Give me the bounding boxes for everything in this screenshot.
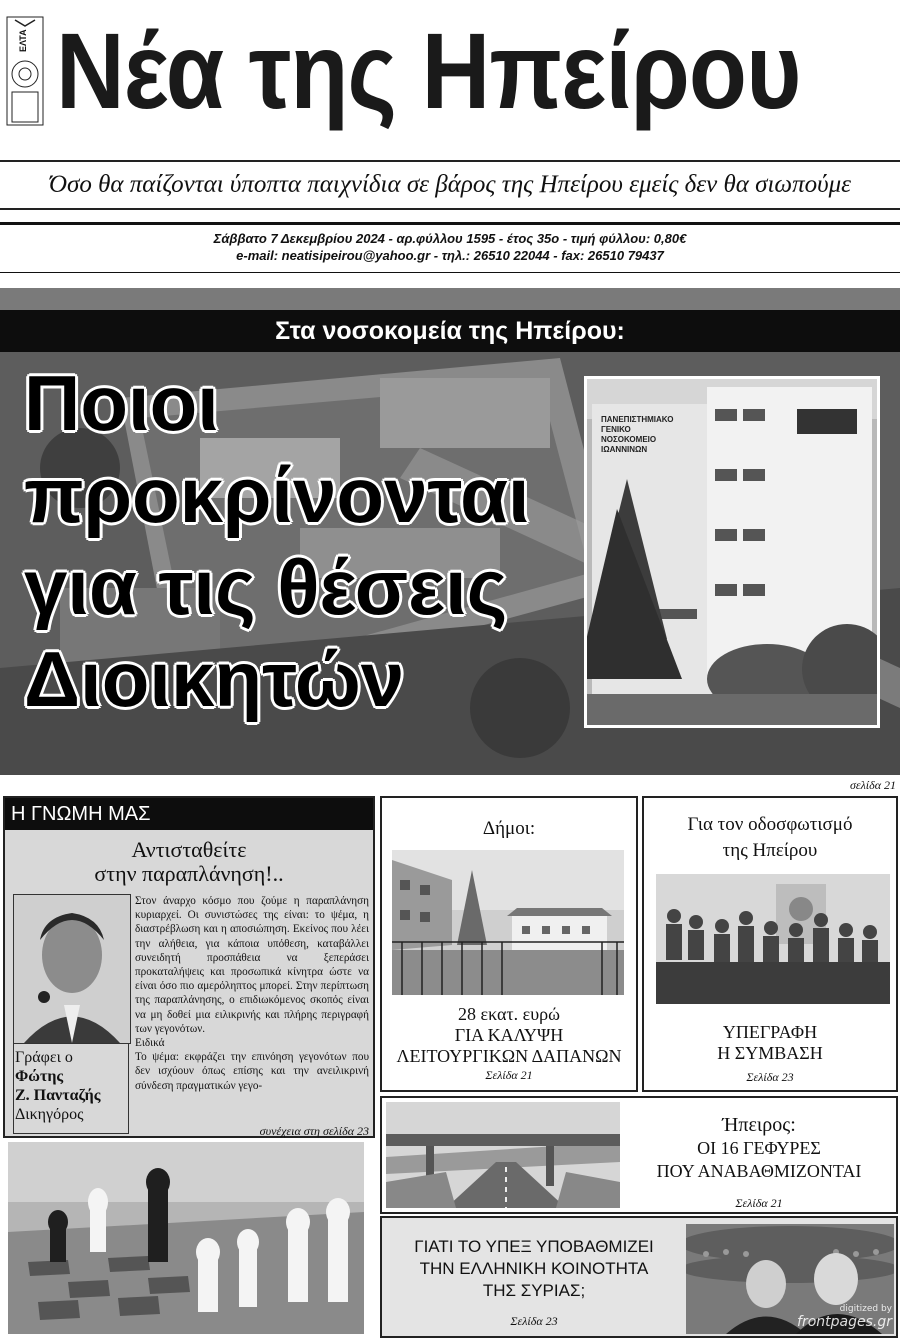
author-last-name: Ζ. Πανταζής bbox=[15, 1087, 101, 1104]
elta-stamp bbox=[6, 16, 44, 126]
story-headline bbox=[622, 1114, 896, 1183]
lead-story[interactable] bbox=[0, 288, 900, 775]
lead-headline-line: προκρίνονται bbox=[24, 451, 530, 539]
newspaper-title: Νέα της Ηπείρου bbox=[56, 10, 801, 131]
headline-line: ΓΙΑΤΙ ΤΟ ΥΠΕΞ ΥΠΟΒΑΘΜΙΖΕΙ bbox=[414, 1237, 654, 1256]
headline-line: ΠΟΥ ΑΝΑΒΑΘΜΙΖΟΝΤΑΙ bbox=[656, 1161, 862, 1181]
story-kicker bbox=[644, 812, 896, 864]
opinion-body bbox=[135, 894, 369, 1093]
story-headline bbox=[386, 1236, 682, 1302]
watermark-line: frontpages.gr bbox=[797, 1314, 892, 1330]
watermark bbox=[768, 1304, 892, 1330]
headline-line: ΤΗΣ ΣΥΡΙΑΣ; bbox=[482, 1281, 586, 1300]
story-headline bbox=[644, 1022, 896, 1064]
story-kicker: Δήμοι: bbox=[482, 818, 536, 839]
author-prefix: Γράφει ο bbox=[15, 1049, 73, 1066]
story-page-ref[interactable]: Σελίδα 21 bbox=[485, 1068, 533, 1082]
divider bbox=[0, 222, 900, 225]
story-page-ref[interactable]: Σελίδα 23 bbox=[510, 1314, 558, 1328]
lead-headline-line: για τις θέσεις bbox=[24, 543, 508, 631]
school-building-photo bbox=[392, 850, 624, 995]
author-caption bbox=[15, 1048, 129, 1124]
elta-label: ΕΛΤΑ bbox=[18, 29, 28, 52]
opinion-paragraph: Ειδικά bbox=[135, 1037, 165, 1050]
opinion-header: Η ΓΝΩΜΗ ΜΑΣ bbox=[5, 798, 373, 830]
lead-page-ref[interactable]: σελίδα 21 bbox=[849, 778, 896, 792]
issue-info: Σάββατο 7 Δεκεμβρίου 2024 - αρ.φύλλου 1595 - έτος 35ο - τιμή φύλλου: 0,80€ bbox=[213, 231, 687, 246]
lead-headline-line: Ποιοι bbox=[24, 359, 219, 447]
bridges-story[interactable] bbox=[380, 1096, 898, 1214]
chess-photo bbox=[8, 1142, 364, 1334]
headline-line: ΟΙ 16 ΓΕΦΥΡΕΣ bbox=[697, 1138, 821, 1158]
headline-line: Η ΣΥΜΒΑΣΗ bbox=[717, 1043, 823, 1063]
headline-line: ΛΕΙΤΟΥΡΓΙΚΩΝ ΔΑΠΑΝΩΝ bbox=[396, 1046, 622, 1066]
author-first-name: Φώτης bbox=[15, 1068, 64, 1085]
opinion-paragraph: Το ψέμα: εκφράζει την επινόηση γεγονότων που δεν ισχύουν όπως επίσης και την ανειλικρινή σύνδεση πραγματικών γεγο- bbox=[135, 1051, 369, 1092]
slogan: Όσο θα παίζονται ύποπτα παιχνίδια σε βάρος της Ηπείρου εμείς δεν θα σιωπούμε bbox=[0, 160, 900, 210]
parliament-photo bbox=[686, 1224, 894, 1334]
municipalities-story[interactable] bbox=[380, 796, 638, 1092]
bridge-photo bbox=[386, 1102, 620, 1208]
syria-story[interactable] bbox=[380, 1216, 898, 1338]
story-page-ref[interactable]: Σελίδα 23 bbox=[746, 1070, 794, 1084]
hospital-sign bbox=[601, 415, 673, 455]
headline-kicker: Ήπειρος: bbox=[722, 1114, 796, 1136]
dateline bbox=[0, 230, 900, 264]
headline-line: ΥΠΕΓΡΑΦΗ bbox=[722, 1022, 818, 1042]
sign-line: ΠΑΝΕΠΙΣΤΗΜΙΑΚΟ bbox=[601, 415, 674, 424]
sign-line: ΓΕΝΙΚΟ bbox=[601, 425, 631, 434]
author-role: Δικηγόρος bbox=[15, 1106, 84, 1123]
lead-headline-line: Διοικητών bbox=[24, 635, 405, 723]
opinion-title-line: Αντισταθείτε bbox=[131, 837, 247, 862]
kicker-line: της Ηπείρου bbox=[722, 840, 818, 861]
signing-ceremony-photo bbox=[656, 874, 890, 1004]
opinion-title bbox=[5, 838, 373, 886]
hospital-building-photo bbox=[584, 376, 880, 728]
sign-line: ΙΩΑΝΝΙΝΩΝ bbox=[601, 445, 648, 454]
kicker-line: Για τον οδοσφωτισμό bbox=[687, 814, 853, 835]
watermark-line: digitized by bbox=[839, 1304, 892, 1314]
contact-info: e-mail: neatisipeirou@yahoo.gr - τηλ.: 26510 22044 - fax: 26510 79437 bbox=[236, 248, 664, 263]
story-page-ref[interactable]: Σελίδα 21 bbox=[735, 1196, 783, 1210]
divider bbox=[0, 272, 900, 273]
headline-line: ΤΗΝ ΕΛΛΗΝΙΚΗ ΚΟΙΝΟΤΗΤΑ bbox=[419, 1259, 649, 1278]
opinion-continued[interactable]: συνέχεια στη σελίδα 23 bbox=[259, 1124, 369, 1138]
opinion-paragraph: Στον άναρχο κόσμο που ζούμε η παραπλάνηση κυριαρχεί. Οι συνιστώσες της είναι: το ψέμα, η διαστρέβλωση και η αποσιώπηση. Εκείνος που λέει την αλήθεια, για κάποια υπόθεση, καταβάλλει συνειδητή προσπάθεια να ξεπεράσει προκαταλήψεις και προσωπικά κίνητρα ώστε να είναι όσο πιο αμερόληπτος μπορεί. Στην περίπτωση της παραπλάνησης, ο επιδιωκόμενος σκοπός είναι να μη δοθεί μια ειλικρινής και πλήρης περιγραφή των γεγονότων. bbox=[135, 895, 369, 1035]
story-headline bbox=[382, 1004, 636, 1067]
headline-line: 28 εκατ. ευρώ bbox=[458, 1004, 560, 1024]
sign-line: ΝΟΣΟΚΟΜΕΙΟ bbox=[601, 435, 657, 444]
headline-line: ΓΙΑ ΚΑΛΥΨΗ bbox=[454, 1025, 564, 1045]
opinion-title-line: στην παραπλάνηση!.. bbox=[94, 861, 284, 886]
author-photo bbox=[13, 894, 131, 1044]
opinion-column[interactable] bbox=[3, 796, 375, 1138]
football-story[interactable] bbox=[642, 796, 898, 1092]
lead-kicker: Στα νοσοκομεία της Ηπείρου: bbox=[0, 310, 900, 352]
